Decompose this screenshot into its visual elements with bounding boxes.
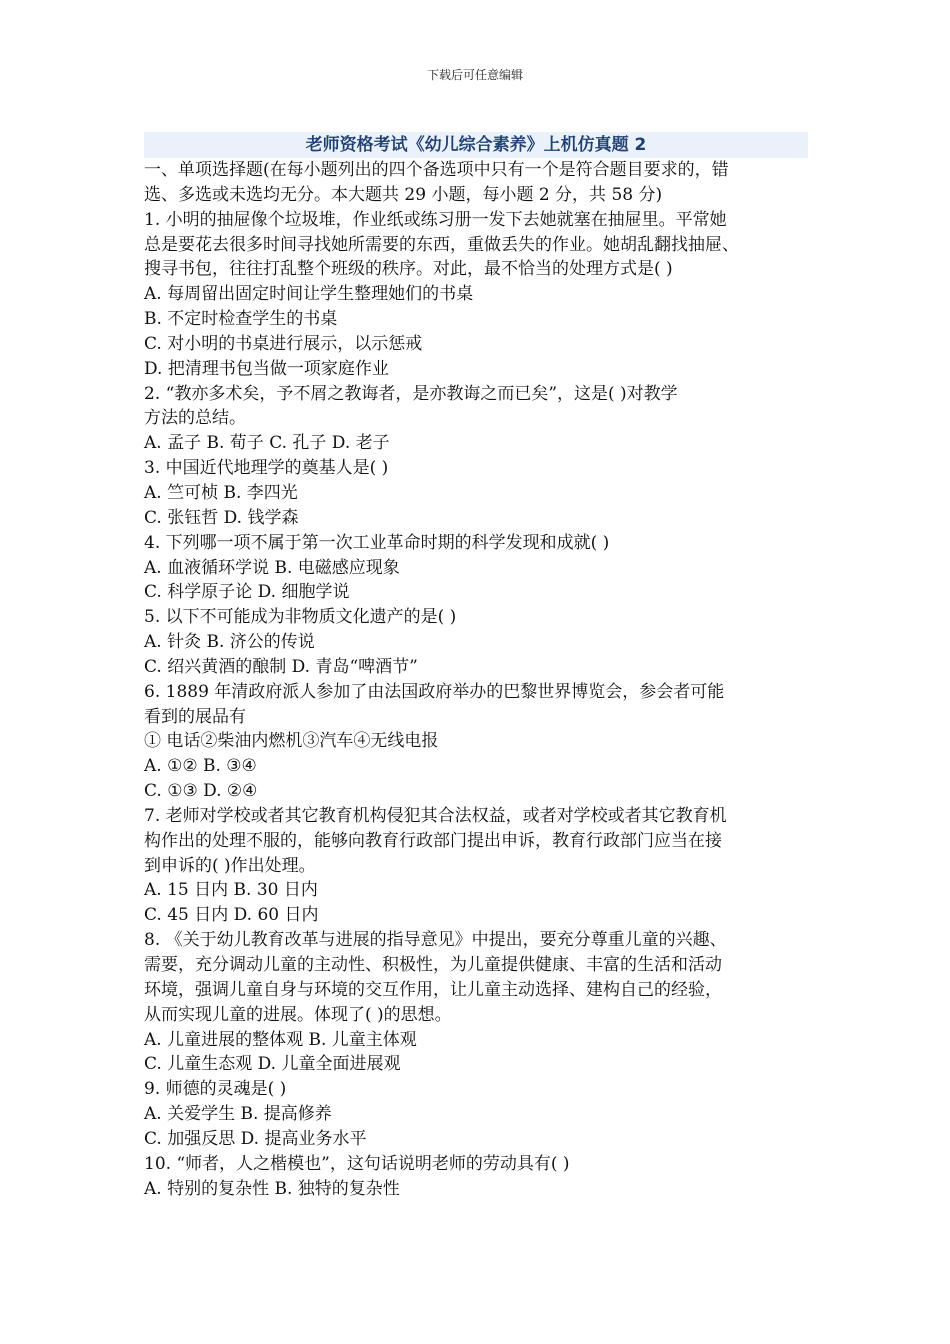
text-line: A. 竺可桢 B. 李四光 <box>144 482 298 503</box>
text-line: 从而实现儿童的进展。体现了( )的思想。 <box>144 1004 452 1025</box>
text-line: C. ①③ D. ②④ <box>144 781 258 802</box>
text-line: 2. “教亦多术矣，予不屑之教诲者，是亦教诲之而已矣”，这是( )对教学 <box>144 383 678 404</box>
text-line: A. 血液循环学说 B. 电磁感应现象 <box>144 557 400 578</box>
text-line: D. 把清理书包当做一项家庭作业 <box>144 358 389 379</box>
text-line: 总是要花去很多时间寻找她所需要的东西，重做丢失的作业。她胡乱翻找抽屉、 <box>144 234 739 255</box>
text-line: 环境，强调儿童自身与环境的交互作用，让儿童主动选择、建构自己的经验， <box>144 979 722 1000</box>
text-line: 5. 以下不可能成为非物质文化遗产的是( ) <box>144 607 457 628</box>
text-line: 3. 中国近代地理学的奠基人是( ) <box>144 458 389 479</box>
document-title: 老师资格考试《幼儿综合素养》上机仿真题 2 <box>144 132 808 158</box>
text-line: 7. 老师对学校或者其它教育机构侵犯其合法权益，或者对学校或者其它教育机 <box>144 805 727 826</box>
text-line: 9. 师德的灵魂是( ) <box>144 1079 287 1100</box>
download-note: 下载后可任意编辑 <box>426 68 523 82</box>
text-line: 10. “师者，人之楷模也”，这句话说明老师的劳动具有( ) <box>144 1153 570 1174</box>
text-line: 8. 《关于幼儿教育改革与进展的指导意见》中提出，要充分尊重儿童的兴趣、 <box>144 930 727 951</box>
text-line: C. 儿童生态观 D. 儿童全面进展观 <box>144 1054 401 1075</box>
text-line: 方法的总结。 <box>144 408 246 429</box>
text-line: 需要，充分调动儿童的主动性、积极性，为儿童提供健康、丰富的生活和活动 <box>144 955 722 975</box>
text-line: A. 每周留出固定时间让学生整理她们的书桌 <box>144 284 474 305</box>
text-line: 6. 1889 年清政府派人参加了由法国政府举办的巴黎世界博览会，参会者可能 <box>144 681 725 702</box>
text-line: A. 孟子 B. 荀子 C. 孔子 D. 老子 <box>144 433 390 454</box>
text-line: 看到的展品有 <box>144 706 246 727</box>
text-line: ① 电话②柴油内燃机③汽车④无线电报 <box>144 731 439 752</box>
text-line: 到申诉的( )作出处理。 <box>144 855 316 876</box>
text-line: C. 对小明的书桌进行展示，以示惩戒 <box>144 333 423 354</box>
text-line: 选、多选或未选均无分。本大题共 29 小题，每小题 2 分，共 58 分) <box>144 184 663 205</box>
text-line: A. 针灸 B. 济公的传说 <box>144 632 315 653</box>
text-line: C. 张钰哲 D. 钱学森 <box>144 507 299 528</box>
document-page <box>144 132 808 1201</box>
text-line: C. 科学原子论 D. 细胞学说 <box>144 582 350 603</box>
text-line: A. 特别的复杂性 B. 独特的复杂性 <box>144 1178 400 1199</box>
text-line: A. 关爱学生 B. 提高修养 <box>144 1104 332 1125</box>
text-line: 搜寻书包，往往打乱整个班级的秩序。对此，最不恰当的处理方式是( ) <box>144 259 673 280</box>
text-line: A. 儿童进展的整体观 B. 儿童主体观 <box>144 1029 417 1050</box>
text-line: C. 加强反思 D. 提高业务水平 <box>144 1128 367 1149</box>
text-line: 1. 小明的抽屉像个垃圾堆，作业纸或练习册一发下去她就塞在抽屉里。平常她 <box>144 209 727 230</box>
text-line: C. 45 日内 D. 60 日内 <box>144 905 319 926</box>
text-line: A. 15 日内 B. 30 日内 <box>144 880 318 901</box>
text-line: 4. 下列哪一项不属于第一次工业革命时期的科学发现和成就( ) <box>144 532 610 553</box>
document-body <box>144 158 808 1201</box>
text-line: B. 不定时检查学生的书桌 <box>144 309 338 330</box>
text-line: A. ①② B. ③④ <box>144 756 257 777</box>
text-line: 构作出的处理不服的，能够向教育行政部门提出申诉，教育行政部门应当在接 <box>144 830 722 851</box>
text-line: 一、单项选择题(在每小题列出的四个备选项中只有一个是符合题目要求的，错 <box>144 160 729 180</box>
text-line: C. 绍兴黄酒的酿制 D. 青岛“啤酒节” <box>144 656 418 677</box>
